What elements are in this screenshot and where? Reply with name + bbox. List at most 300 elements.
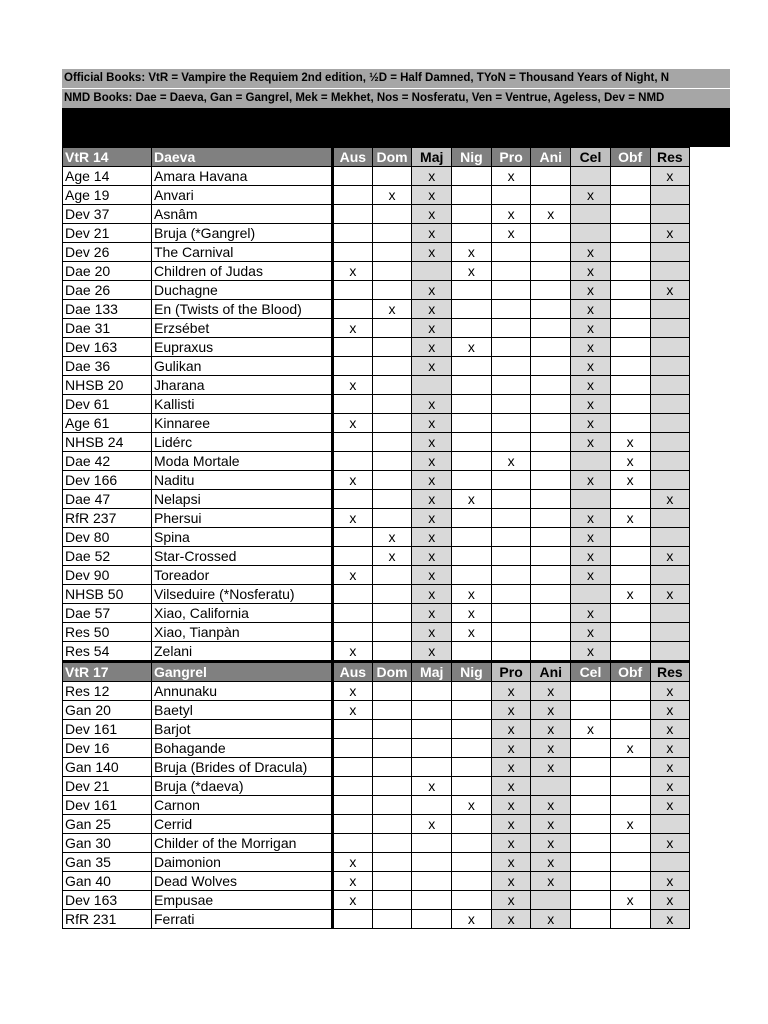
discipline-cell [610,319,650,338]
discipline-cell: x [531,701,571,720]
discipline-cell [452,395,492,414]
discipline-cell [531,243,571,262]
discipline-cell [333,205,373,224]
table-row [63,243,690,262]
discipline-cell: x [610,471,650,490]
discipline-header-res: Res [650,148,690,167]
discipline-cell: x [531,796,571,815]
discipline-cell [650,338,690,357]
discipline-cell [571,815,611,834]
discipline-header-res: Res [650,662,690,682]
discipline-cell [571,490,611,509]
discipline-cell: x [333,701,373,720]
discipline-cell [452,720,492,739]
discipline-cell [571,872,611,891]
discipline-cell: x [412,509,452,528]
discipline-cell [333,815,373,834]
discipline-cell [333,528,373,547]
discipline-cell [491,319,531,338]
discipline-cell: x [412,471,452,490]
row-bloodline-name: Xiao, Tianpàn [152,623,333,642]
discipline-cell [610,642,650,662]
discipline-cell [372,585,412,604]
discipline-cell [372,623,412,642]
discipline-cell [531,224,571,243]
discipline-cell [412,701,452,720]
table-row [63,262,690,281]
table-row [63,471,690,490]
discipline-cell [452,547,492,566]
discipline-cell: x [412,167,452,186]
discipline-cell: x [333,872,373,891]
discipline-cell [491,433,531,452]
discipline-cell: x [650,739,690,758]
table-row [63,224,690,243]
row-source: Res 50 [63,623,152,642]
discipline-cell [491,547,531,566]
discipline-cell [491,604,531,623]
discipline-cell [333,281,373,300]
discipline-cell [650,623,690,642]
discipline-cell [372,376,412,395]
discipline-cell [452,834,492,853]
discipline-cell: x [531,739,571,758]
row-source: Age 61 [63,414,152,433]
discipline-cell: x [650,701,690,720]
discipline-cell [610,262,650,281]
discipline-cell [531,585,571,604]
discipline-cell [531,623,571,642]
discipline-cell: x [650,682,690,701]
discipline-cell: x [412,566,452,585]
discipline-cell: x [531,872,571,891]
discipline-cell [372,167,412,186]
discipline-cell [333,623,373,642]
row-bloodline-name: Nelapsi [152,490,333,509]
discipline-cell: x [412,357,452,376]
discipline-cell [372,395,412,414]
discipline-cell: x [650,224,690,243]
row-source: RfR 237 [63,509,152,528]
row-source: Res 54 [63,642,152,662]
discipline-cell [571,701,611,720]
discipline-cell [650,509,690,528]
table-row [63,433,690,452]
discipline-cell: x [491,796,531,815]
discipline-cell [610,205,650,224]
row-source: Dev 26 [63,243,152,262]
discipline-cell [372,720,412,739]
row-bloodline-name: Asnâm [152,205,333,224]
discipline-cell [491,338,531,357]
discipline-cell: x [333,566,373,585]
discipline-cell [452,186,492,205]
discipline-cell: x [412,585,452,604]
discipline-cell [531,490,571,509]
table-row [63,623,690,642]
discipline-cell [491,566,531,585]
discipline-cell [372,872,412,891]
discipline-cell [333,300,373,319]
discipline-cell: x [610,739,650,758]
discipline-cell [372,243,412,262]
discipline-cell [650,853,690,872]
discipline-cell [333,547,373,566]
row-bloodline-name: Bruja (Brides of Dracula) [152,758,333,777]
discipline-cell [571,834,611,853]
discipline-cell: x [571,509,611,528]
row-bloodline-name: Ferrati [152,910,333,929]
discipline-cell [372,815,412,834]
discipline-cell: x [571,376,611,395]
discipline-cell [452,433,492,452]
discipline-cell: x [412,205,452,224]
discipline-cell [452,872,492,891]
discipline-cell [452,167,492,186]
section-source: VtR 17 [63,662,152,682]
row-bloodline-name: Zelani [152,642,333,662]
discipline-cell [372,281,412,300]
discipline-cell: x [452,243,492,262]
discipline-cell [531,547,571,566]
discipline-cell: x [571,338,611,357]
row-bloodline-name: Baetyl [152,701,333,720]
section-header-row [63,662,690,682]
discipline-cell: x [571,319,611,338]
discipline-cell [610,528,650,547]
row-source: Dev 21 [63,777,152,796]
discipline-header-nig: Nig [452,148,492,167]
table-row [63,509,690,528]
table-row [63,357,690,376]
discipline-cell: x [571,566,611,585]
discipline-cell [491,357,531,376]
discipline-cell [372,604,412,623]
discipline-cell [412,682,452,701]
discipline-cell [610,623,650,642]
row-bloodline-name: The Carnival [152,243,333,262]
discipline-header-aus: Aus [333,662,373,682]
row-bloodline-name: Bruja (*daeva) [152,777,333,796]
discipline-cell [491,300,531,319]
discipline-cell: x [412,395,452,414]
discipline-cell [372,509,412,528]
discipline-cell [412,376,452,395]
discipline-cell [610,224,650,243]
discipline-cell [412,262,452,281]
discipline-cell [452,739,492,758]
row-bloodline-name: Lidérc [152,433,333,452]
row-bloodline-name: Eupraxus [152,338,333,357]
discipline-cell: x [452,623,492,642]
discipline-cell [333,777,373,796]
discipline-cell: x [531,205,571,224]
discipline-cell [372,224,412,243]
discipline-cell: x [452,604,492,623]
row-source: Dev 61 [63,395,152,414]
discipline-cell [531,395,571,414]
row-source: Dev 16 [63,739,152,758]
discipline-cell [650,528,690,547]
discipline-cell [571,739,611,758]
discipline-cell [531,357,571,376]
discipline-cell [452,471,492,490]
discipline-cell [571,224,611,243]
row-source: Dae 57 [63,604,152,623]
discipline-cell [610,547,650,566]
table-row [63,758,690,777]
discipline-cell [372,777,412,796]
discipline-cell: x [650,872,690,891]
discipline-cell [610,414,650,433]
discipline-cell: x [491,739,531,758]
row-source: RfR 231 [63,910,152,929]
discipline-cell [650,357,690,376]
discipline-cell [333,433,373,452]
discipline-cell: x [571,471,611,490]
discipline-cell: x [491,205,531,224]
discipline-cell [571,777,611,796]
discipline-cell: x [491,891,531,910]
discipline-cell [333,167,373,186]
discipline-cell [491,528,531,547]
discipline-cell [452,376,492,395]
discipline-cell [412,796,452,815]
discipline-cell: x [571,186,611,205]
discipline-cell: x [491,853,531,872]
discipline-cell [333,834,373,853]
row-bloodline-name: Naditu [152,471,333,490]
discipline-cell [610,720,650,739]
section-source: VtR 14 [63,148,152,167]
discipline-cell [571,452,611,471]
table-row [63,300,690,319]
discipline-cell: x [333,509,373,528]
discipline-cell [610,853,650,872]
discipline-cell: x [333,319,373,338]
discipline-cell [571,796,611,815]
discipline-cell [491,186,531,205]
discipline-header-ani: Ani [531,662,571,682]
discipline-cell [372,319,412,338]
discipline-cell [571,205,611,224]
discipline-cell [491,243,531,262]
discipline-cell [452,853,492,872]
discipline-cell: x [412,528,452,547]
discipline-cell [491,471,531,490]
discipline-cell: x [571,623,611,642]
discipline-cell: x [491,701,531,720]
row-source: Dev 90 [63,566,152,585]
discipline-cell [372,414,412,433]
discipline-cell: x [372,186,412,205]
discipline-cell [650,243,690,262]
table-row [63,395,690,414]
discipline-cell [333,186,373,205]
discipline-cell [412,739,452,758]
table-row [63,796,690,815]
discipline-cell [531,167,571,186]
table-row [63,319,690,338]
discipline-cell [372,796,412,815]
row-source: NHSB 24 [63,433,152,452]
discipline-cell [372,262,412,281]
row-source: Dev 161 [63,720,152,739]
discipline-cell [491,509,531,528]
table-row [63,682,690,701]
discipline-cell [452,682,492,701]
discipline-cell: x [372,547,412,566]
discipline-cell [610,357,650,376]
discipline-cell: x [333,262,373,281]
discipline-cell: x [412,604,452,623]
row-source: Dev 80 [63,528,152,547]
table-row [63,834,690,853]
row-source: Dae 42 [63,452,152,471]
row-bloodline-name: Kinnaree [152,414,333,433]
discipline-cell [452,758,492,777]
discipline-cell [610,395,650,414]
table-row [63,186,690,205]
row-source: Gan 20 [63,701,152,720]
discipline-cell: x [412,642,452,662]
discipline-cell [531,604,571,623]
discipline-cell: x [491,452,531,471]
discipline-cell: x [531,853,571,872]
row-source: Gan 40 [63,872,152,891]
discipline-cell [333,224,373,243]
discipline-cell [412,834,452,853]
discipline-cell [650,319,690,338]
discipline-cell [412,720,452,739]
discipline-cell: x [412,338,452,357]
discipline-cell: x [491,872,531,891]
discipline-cell: x [412,623,452,642]
discipline-cell [372,910,412,929]
table-row [63,490,690,509]
discipline-cell [531,414,571,433]
discipline-cell [412,853,452,872]
discipline-cell [610,167,650,186]
discipline-cell [412,872,452,891]
discipline-cell [372,566,412,585]
table-row [63,566,690,585]
discipline-header-dom: Dom [372,148,412,167]
row-source: Gan 25 [63,815,152,834]
discipline-cell: x [491,224,531,243]
discipline-cell: x [531,910,571,929]
row-bloodline-name: Xiao, California [152,604,333,623]
discipline-cell [650,414,690,433]
discipline-cell [372,834,412,853]
row-bloodline-name: Bruja (*Gangrel) [152,224,333,243]
discipline-cell: x [333,471,373,490]
discipline-cell [452,815,492,834]
table-row [63,853,690,872]
discipline-header-dom: Dom [372,662,412,682]
discipline-cell [531,642,571,662]
discipline-cell: x [531,834,571,853]
discipline-cell: x [491,834,531,853]
discipline-cell [531,891,571,910]
discipline-cell [452,452,492,471]
discipline-cell [650,300,690,319]
discipline-cell [531,262,571,281]
discipline-cell [491,395,531,414]
row-bloodline-name: Children of Judas [152,262,333,281]
discipline-cell: x [571,395,611,414]
row-bloodline-name: Spina [152,528,333,547]
row-source: Dae 52 [63,547,152,566]
discipline-header-obf: Obf [610,148,650,167]
table-row [63,777,690,796]
row-bloodline-name: Phersui [152,509,333,528]
discipline-header-pro: Pro [491,148,531,167]
discipline-cell [372,357,412,376]
row-source: Age 19 [63,186,152,205]
table-row [63,872,690,891]
discipline-cell: x [412,490,452,509]
discipline-cell [610,777,650,796]
row-bloodline-name: Carnon [152,796,333,815]
discipline-cell [452,891,492,910]
row-source: Dev 21 [63,224,152,243]
discipline-cell [491,281,531,300]
discipline-cell: x [531,815,571,834]
bloodline-discipline-table [62,147,690,929]
discipline-cell [333,490,373,509]
row-bloodline-name: Bohagande [152,739,333,758]
discipline-cell [491,262,531,281]
discipline-cell [452,528,492,547]
discipline-cell [610,834,650,853]
discipline-cell [531,319,571,338]
row-source: Dae 26 [63,281,152,300]
discipline-cell: x [333,414,373,433]
discipline-cell: x [531,682,571,701]
discipline-cell [372,701,412,720]
row-source: Gan 35 [63,853,152,872]
discipline-cell [650,186,690,205]
discipline-cell [650,471,690,490]
discipline-cell: x [571,604,611,623]
discipline-cell: x [571,528,611,547]
section-header-row [63,148,690,167]
row-bloodline-name: Empusae [152,891,333,910]
discipline-cell [531,566,571,585]
section-clan-name: Daeva [152,148,333,167]
table-row [63,815,690,834]
discipline-cell [491,490,531,509]
discipline-cell: x [372,528,412,547]
discipline-cell [610,490,650,509]
discipline-cell: x [412,414,452,433]
section-clan-name: Gangrel [152,662,333,682]
discipline-cell: x [650,720,690,739]
discipline-cell: x [491,758,531,777]
discipline-header-ani: Ani [531,148,571,167]
row-source: Dev 163 [63,891,152,910]
row-source: Dev 166 [63,471,152,490]
discipline-cell [610,300,650,319]
discipline-cell: x [531,720,571,739]
discipline-cell [452,224,492,243]
discipline-cell [372,490,412,509]
discipline-cell: x [650,891,690,910]
discipline-cell: x [571,262,611,281]
discipline-cell: x [650,910,690,929]
row-bloodline-name: Daimonion [152,853,333,872]
